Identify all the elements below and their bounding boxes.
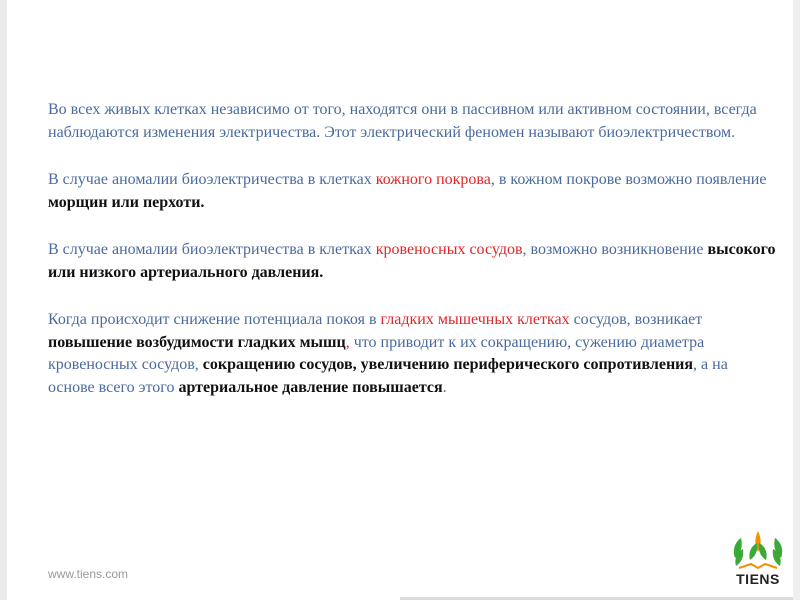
bold-phrase: высокого или низкого артериального давления.	[48, 241, 776, 281]
highlight-term: кровеносных сосудов	[375, 241, 523, 258]
text-run: В случае аномалии биоэлектричества в клетках	[48, 171, 376, 188]
text-run: Когда происходит снижение потенциала покоя в	[48, 311, 381, 328]
text-run: сосудов, возникает	[569, 311, 703, 328]
text-run: , а на основе всего этого	[48, 356, 728, 396]
slide-body	[48, 99, 778, 424]
tiens-logo	[727, 528, 789, 590]
bold-phrase: повышение возбудимости гладких мышц	[48, 333, 346, 351]
highlight-term: гладких мышечных клетках	[380, 311, 570, 328]
text-run: , в кожном покрове возможно появление	[490, 171, 767, 188]
text-run: .	[442, 378, 447, 396]
text-run: В случае аномалии биоэлектричества в клетках	[48, 241, 376, 258]
highlight-term: кожного покрова	[375, 171, 491, 188]
right-edge-bar	[793, 0, 800, 600]
footer-url: www.tiens.com	[48, 567, 129, 581]
bold-phrase: сокращению сосудов, увеличению периферического сопротивления	[202, 356, 694, 373]
tiens-leaf-logo-icon	[727, 528, 789, 572]
logo-wordmark: TIENS	[736, 571, 780, 587]
text-run: Во всех живых клетках независимо от того, находятся они в пассивном или активном состоянии, всегда наблюдаются изменения электричества. Этот электрический феномен называют биоэлектричеством.	[48, 101, 757, 141]
text-run: что приводит к их сокращению, сужению диаметра кровеносных сосудов,	[48, 333, 705, 373]
bold-phrase: артериальное давление повышается	[178, 378, 443, 396]
highlight-comma: ,	[345, 333, 350, 351]
paragraph-4	[48, 309, 778, 399]
paragraph-1	[48, 99, 778, 144]
left-edge-bar	[0, 0, 7, 600]
text-run: , возможно возникновение	[522, 241, 708, 258]
paragraph-2	[48, 169, 778, 214]
paragraph-3	[48, 239, 778, 284]
bold-phrase: морщин или перхоти.	[48, 193, 205, 211]
